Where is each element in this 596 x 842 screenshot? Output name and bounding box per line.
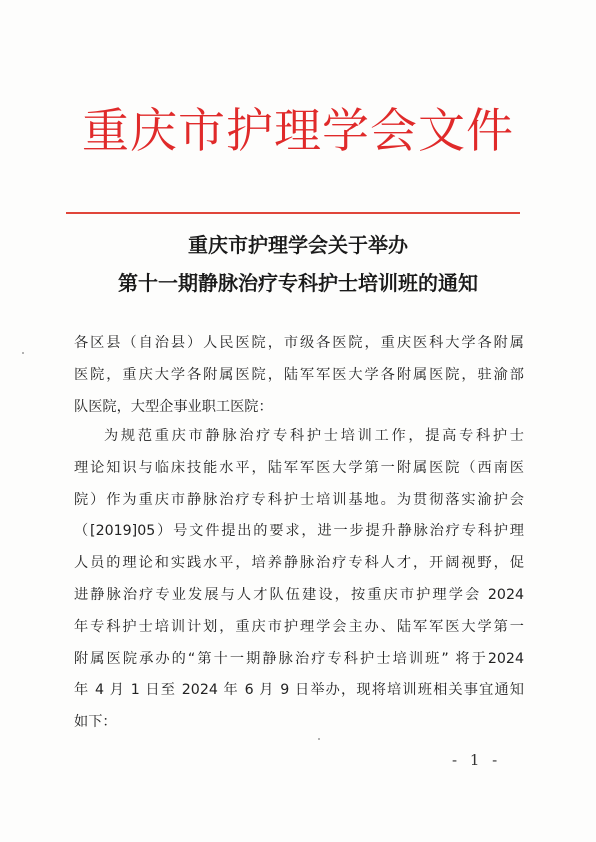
org-header-title: 重庆市护理学会文件: [82, 104, 514, 159]
addressee-block: [74, 328, 524, 423]
scan-speck: [22, 352, 24, 354]
addressee-line: 医院，重庆大学各附属医院，陆军军医大学各附属医院，驻渝部: [74, 366, 524, 383]
body-line: 如下：: [74, 714, 117, 731]
body-line: 年 4 月 1 日至 2024 年 6 月 9 日举办，现将培训班相关事宜通知: [74, 682, 524, 699]
body-line: 院）作为重庆市静脉治疗专科护士培训基地。为贯彻落实渝护会: [74, 491, 524, 508]
body-line: 为规范重庆市静脉治疗专科护士培训工作，提高专科护士: [104, 428, 524, 444]
body-paragraph: [74, 421, 524, 739]
body-line: 附属医院承办的“第十一期静脉治疗专科护士培训班” 将于2024: [74, 650, 524, 667]
body-line: 年专科护士培训计划，重庆市护理学会主办、陆军军医大学第一: [74, 618, 524, 635]
body-line: 理论知识与临床技能水平，陆军军医大学第一附属医院（西南医: [74, 459, 524, 476]
body-line: 进静脉治疗专业发展与人才队伍建设，按重庆市护理学会 2024: [74, 586, 524, 603]
scan-speck: [318, 738, 320, 740]
body-line: （[2019]05）号文件提出的要求，进一步提升静脉治疗专科护理: [74, 523, 524, 540]
addressee-line: 各区县（自治县）人民医院，市级各医院，重庆医科大学各附属: [74, 335, 524, 351]
notice-title-line-1: 重庆市护理学会关于举办: [188, 233, 408, 257]
addressee-line: 队医院，大型企事业职工医院：: [74, 398, 273, 415]
red-header-rule: [66, 212, 520, 214]
notice-title-line-2: 第十一期静脉治疗专科护士培训班的通知: [118, 271, 478, 295]
body-line: 人员的理论和实践水平，培养静脉治疗专科人才，开阔视野，促: [74, 555, 524, 572]
page-number: - 1 -: [452, 751, 502, 769]
